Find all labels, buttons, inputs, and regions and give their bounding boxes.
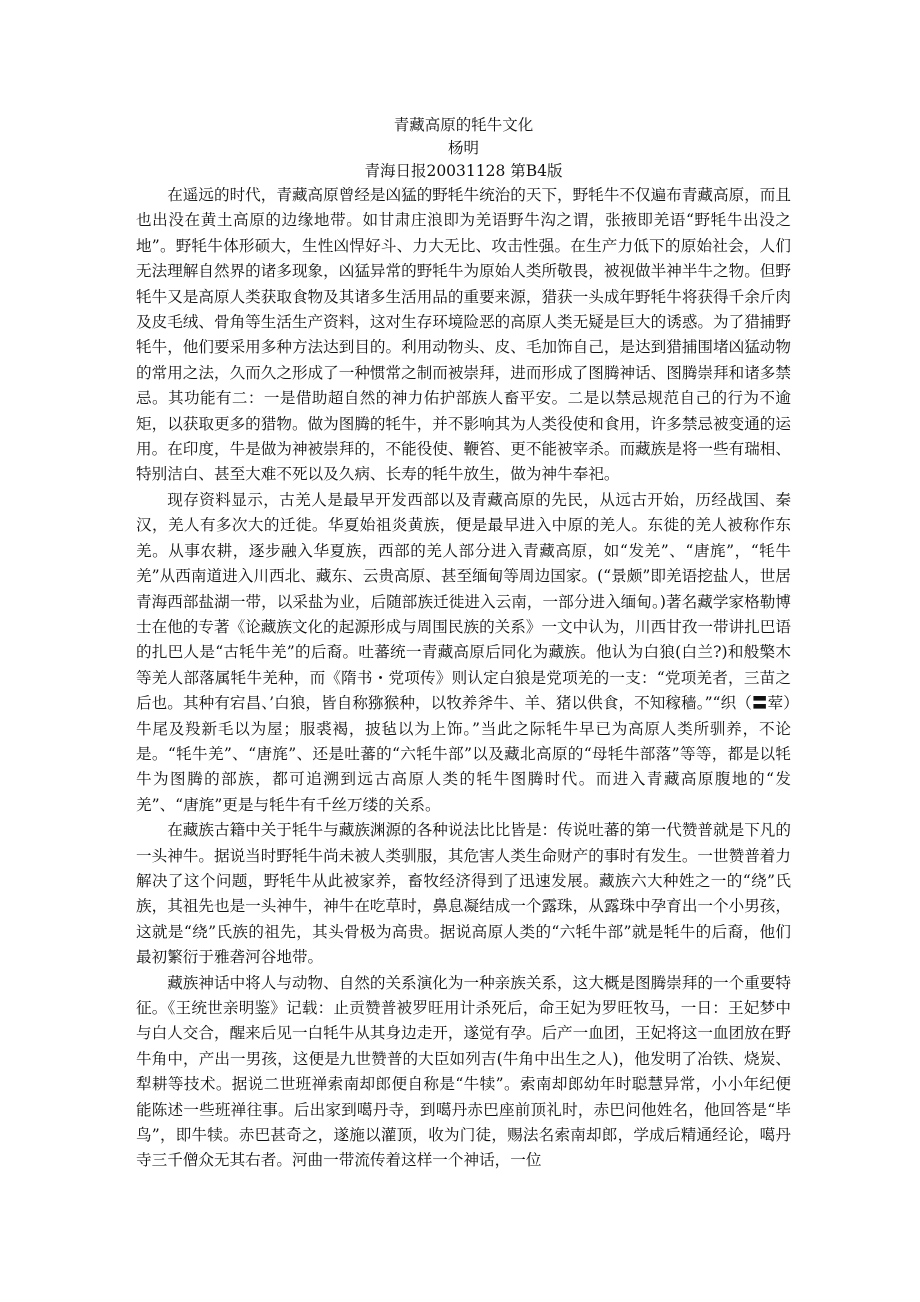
- paragraph: 在遥远的时代，青藏高原曾经是凶猛的野牦牛统治的天下，野牦牛不仅遍布青藏高原，而且也出没在黄土高原的边缘地带。如甘肃庄浪即为羌语野牛沟之谓，张掖即羌语“野牦牛出没之地”。野牦牛体形硕大，生性凶悍好斗、力大无比、攻击性强。在生产力低下的原始社会，人们无法理解自然界的诸多现象，凶猛异常的野牦牛为原始人类所敬畏，被视做半神半牛之物。但野牦牛又是高原人类获取食物及其诸多生活用品的重要来源，猎获一头成年野牦牛将获得千余斤肉及皮毛绒、骨角等生活生产资料，这对生存环境险恶的高原人类无疑是巨大的诱惑。为了猎捕野牦牛，他们要采用多种方法达到目的。利用动物头、皮、毛加饰自己，是达到猎捕围堵凶猛动物的常用之法，久而久之形成了一种惯常之制而被崇拜，进而形成了图腾神话、图腾崇拜和诸多禁忌。其功能有二：一是借助超自然的神力佑护部族人畜平安。二是以禁忌规范自己的行为不逾矩，以获取更多的猎物。做为图腾的牦牛，并不影响其为人类役使和食用，许多禁忌被变通的运用。在印度，牛是做为神被崇拜的，不能役使、鞭笞、更不能被宰杀。而藏族是将一些有瑞相、特别洁白、甚至大难不死以及久病、长寿的牦牛放生，做为神牛奉祀。: [136, 186, 791, 484]
- article-author: 杨明: [447, 139, 479, 157]
- paragraph: 现存资料显示，古羌人是最早开发西部以及青藏高原的先民，从远古开始，历经战国、秦汉，羌人有多次大的迁徙。华夏始祖炎黄族，便是最早进入中原的羌人。东徙的羌人被称作东羌。从事农耕，逐步融入华夏族，西部的羌人部分进入青藏高原，如“发羌”、“唐旄”，“牦牛羌”从西南道进入川西北、藏东、云贵高原、甚至缅甸等周边国家。(“景颇”即羌语挖盐人，世居青海西部盐湖一带，以采盐为业，后随部族迁徙进入云南，一部分进入缅甸。)著名藏学家格勒博士在他的专著《论藏族文化的起源形成与周围民族的关系》一文中认为，川西甘孜一带讲扎巴语的扎巴人是“古牦牛羌”的后裔。吐蕃统一青藏高原后同化为藏族。他认为白狼(白兰?)和般檠木等羌人部落属牦牛羌种，而《隋书・党项传》则认定白狼是党项羌的一支：“党项羌者，三苗之后也。其种有宕昌、’白狼，皆自称猕猴种，以牧养斧牛、羊、猪以供食，不知稼穑。”“织（〓荤）牛尾及羖新毛以为屋；服裘褐，披毡以为上饰。”当此之际牦牛早已为高原人类所驯养，不论是。“牦牛羌”、“唐旄”、还是吐蕃的“六牦牛部”以及藏北高原的“母牦牛部落”等等，都是以牦牛为图腾的部族，都可追溯到远古高原人类的牦牛图腾时代。而进入青藏高原腹地的“发羌”、“唐旄”更是与牦牛有千丝万缕的关系。: [136, 490, 791, 814]
- document-page: [136, 110, 791, 1174]
- article-title: 青藏高原的牦牛文化: [393, 116, 534, 134]
- paragraph: 在藏族古籍中关于牦牛与藏族渊源的各种说法比比皆是：传说吐蕃的第一代赞普就是下凡的一头神牛。据说当时野牦牛尚未被人类驯服，其危害人类生命财产的事时有发生。一世赞普着力解决了这个问题，野牦牛从此被家养，畜牧经济得到了迅速发展。藏族六大种姓之一的“绕”氏族，其祖先也是一头神牛，神牛在吃草时，鼻息凝结成一个露珠，从露珠中孕育出一个小男孩，这就是“绕”氏族的祖先，其头骨极为高贵。据说高原人类的“六牦牛部”就是牦牛的后裔，他们最初繁衍于雅砻河谷地带。: [136, 821, 791, 967]
- article-source: 青海日报20031128 第B4版: [364, 162, 563, 180]
- paragraph: 藏族神话中将人与动物、自然的关系演化为一种亲族关系，这大概是图腾崇拜的一个重要特征。《王统世亲明鉴》记载：止贡赞普被罗旺用计杀死后，命王妃为罗旺牧马，一日：王妃梦中与白人交合，醒来后见一白牦牛从其身边走开，遂觉有孕。后产一血团，王妃将这一血团放在野牛角中，产出一男孩，这便是九世赞普的大臣如列吉(牛角中出生之人)，他发明了冶铁、烧炭、犁耕等技术。据说二世班禅索南却郎便自称是“牛犊”。索南却郎幼年时聪慧异常，小小年纪便能陈述一些班禅往事。后出家到噶丹寺，到噶丹赤巴座前顶礼时，赤巴问他姓名，他回答是“毕鸟”，即牛犊。赤巴甚奇之，遂施以灌顶，收为门徒，赐法名索南却郎，学成后精通经论，噶丹寺三千僧众无其右者。河曲一带流传着这样一个神话，一位: [136, 973, 791, 1170]
